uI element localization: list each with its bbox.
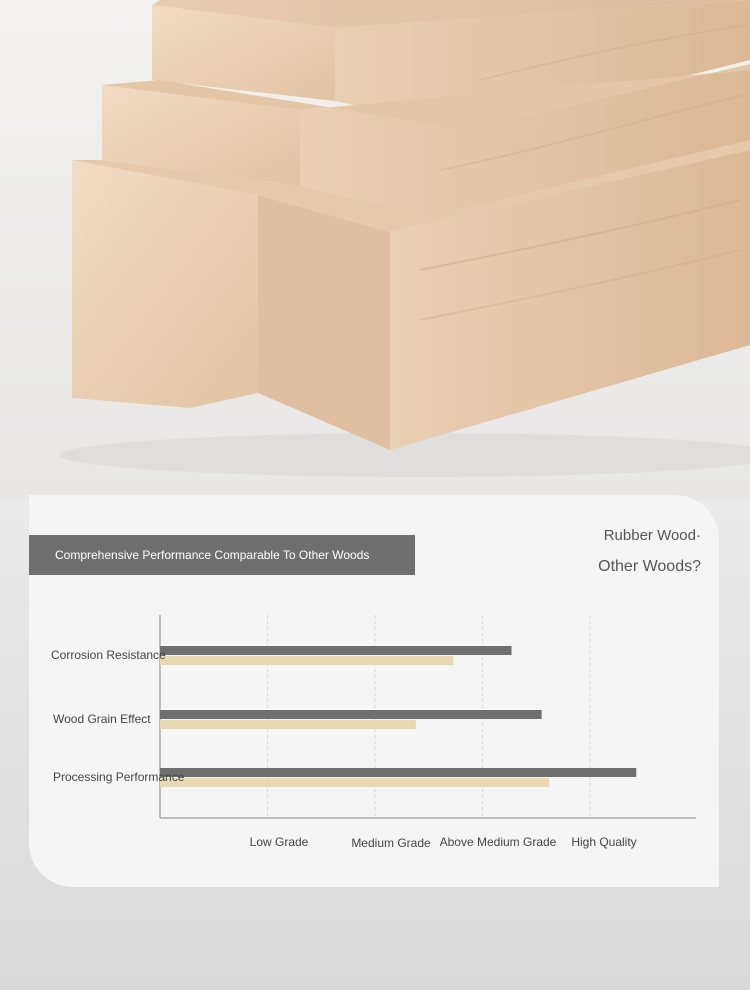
x-tick-label: Low Grade: [249, 835, 309, 849]
bar-series-b: [160, 720, 416, 729]
bar-series-b: [160, 778, 549, 787]
performance-card: [29, 495, 719, 887]
bar-series-a: [160, 710, 542, 719]
legend-series-b: Other Woods?: [598, 558, 701, 575]
x-tick-label: High Quality: [571, 835, 637, 849]
legend-series-a: Rubber Wood·: [603, 527, 701, 544]
bar-series-a: [160, 768, 636, 777]
bar-series-a: [160, 646, 512, 655]
category-label: Wood Grain Effect: [53, 712, 151, 726]
category-label: Processing Performance: [53, 770, 185, 784]
bar-series-b: [160, 656, 453, 665]
x-tick-label: Above Medium Grade: [439, 835, 557, 849]
comparison-banner: Comprehensive Performance Comparable To Other Woods: [29, 535, 415, 575]
x-tick-label: Medium Grade: [351, 836, 431, 850]
performance-bar-chart: [29, 495, 719, 887]
category-label: Corrosion Resistance: [51, 648, 166, 662]
